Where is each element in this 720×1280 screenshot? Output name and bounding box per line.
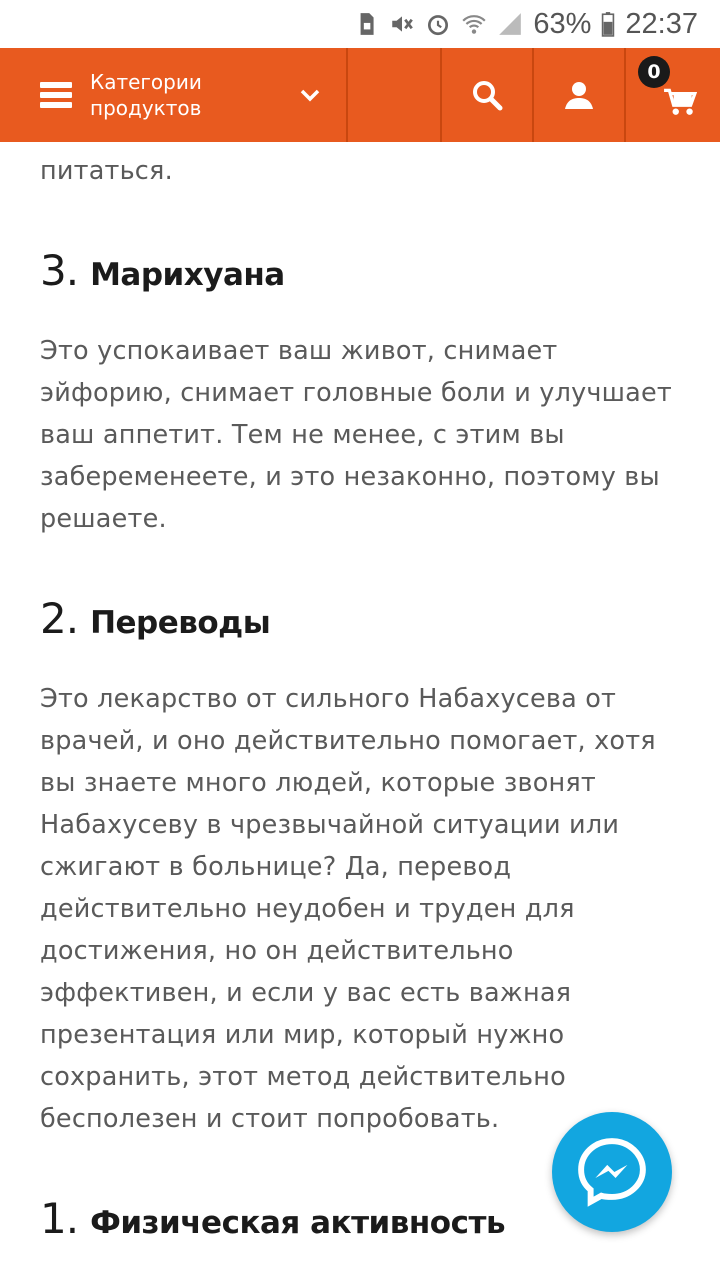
top-navbar (0, 48, 720, 142)
messenger-chat-button[interactable] (552, 1112, 672, 1232)
section-number: 2. (40, 594, 79, 643)
account-button[interactable] (534, 48, 626, 142)
search-icon (471, 79, 503, 111)
sim-icon (353, 11, 379, 37)
section-paragraph-3: Это успокаивает ваш живот, снимает эйфорию, снимает головные боли и улучшает ваш аппетит. Тем не менее, с этим вы забеременеете, и это незаконно, поэтому вы решаете. (40, 336, 672, 534)
navbar-spacer (348, 48, 442, 142)
section-paragraph-2: Это лекарство от сильного Набахусева от врачей, и оно действительно помогает, хотя вы знаете много людей, которые звонят Набахусеву в чрезвычайной ситуации или сжигают в больнице? Да, перевод действительно неудобен и труден для достижения, но он действительно эффективен, и если у вас есть важная презентация или мир, который нужно сохранить, этот метод действительно бесполезен и стоит попробовать. (40, 684, 656, 1134)
battery-percent: 63% (533, 7, 592, 40)
section-title: Переводы (90, 605, 271, 641)
section-heading-2 (40, 594, 270, 643)
status-bar (0, 0, 720, 48)
section-number: 3. (40, 246, 79, 295)
mute-icon (389, 11, 415, 37)
chevron-down-icon (298, 83, 322, 107)
user-icon (563, 79, 595, 111)
menu-icon (40, 82, 72, 108)
cart-button[interactable] (626, 48, 720, 142)
cart-count-badge: 0 (638, 56, 670, 88)
section-title: Физическая активность (90, 1205, 506, 1241)
signal-icon (497, 11, 523, 37)
clock: 22:37 (625, 7, 698, 40)
messenger-icon (574, 1134, 650, 1210)
categories-menu-button[interactable] (0, 48, 348, 142)
section-number: 1. (40, 1194, 79, 1243)
battery-icon (601, 11, 615, 37)
section-heading-3 (40, 246, 285, 295)
intro-paragraph-tail: питаться. (40, 156, 173, 186)
search-button[interactable] (442, 48, 534, 142)
wifi-icon (461, 11, 487, 37)
section-heading-1 (40, 1194, 505, 1243)
cart-icon (663, 84, 697, 118)
alarm-icon (425, 11, 451, 37)
categories-label: Категории продуктов (90, 70, 202, 120)
section-title: Марихуана (90, 257, 285, 293)
